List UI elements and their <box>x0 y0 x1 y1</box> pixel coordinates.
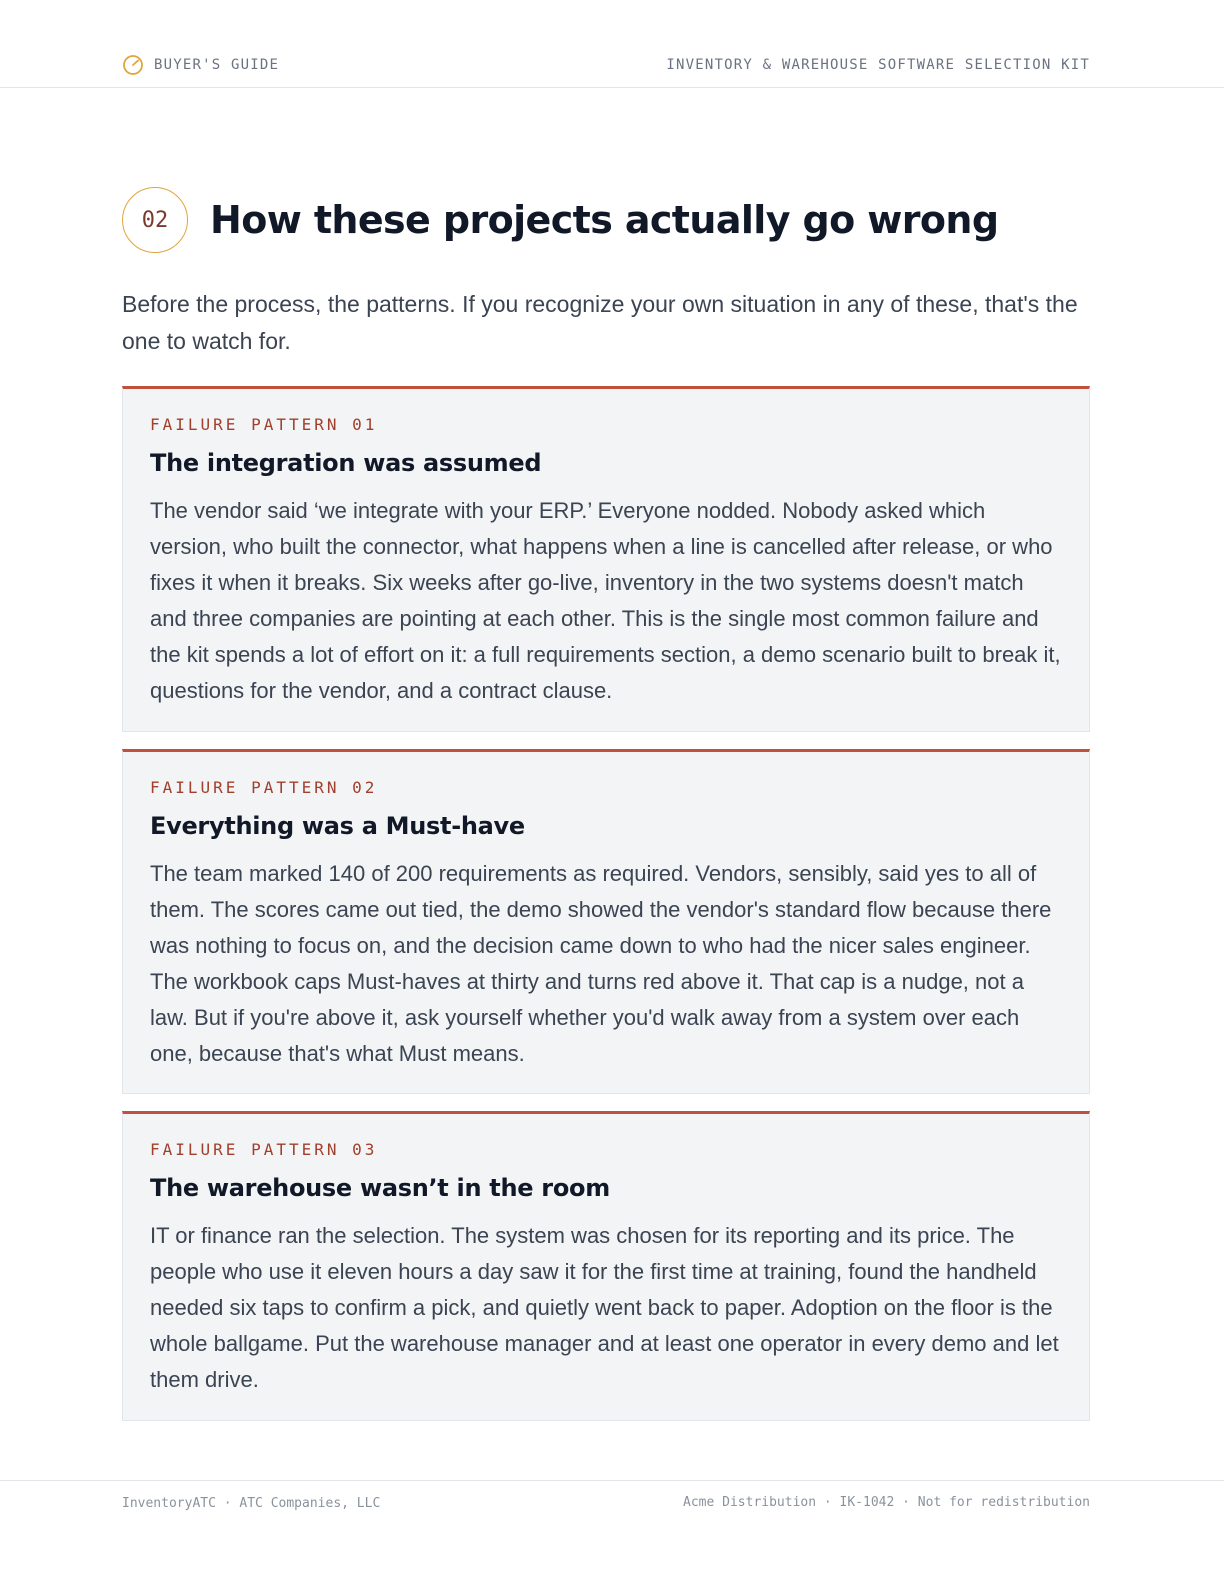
footer-company: InventoryATC · ATC Companies, LLC <box>122 1496 381 1511</box>
pattern-body: The team marked 140 of 200 requirements as required. Vendors, sensibly, said yes to all of them. The scores came out tied, the demo showed the vendor's standard flow because there was nothing to focus on, and the decision came down to who had the nicer sales engineer. The workbook caps Must-haves at thirty and turns red above it. That cap is a nudge, not a law. But if you're above it, ask yourself whether you'd walk away from a system over each one, because that's what Must means. <box>150 861 1052 1066</box>
page-footer <box>0 1480 1224 1584</box>
footer-license: Acme Distribution · IK-1042 · Not for redistribution <box>683 1495 1090 1510</box>
pattern-title: The integration was assumed <box>150 449 542 477</box>
section-number-badge: 02 <box>122 187 188 253</box>
pattern-title: Everything was a Must-have <box>150 812 525 840</box>
pattern-title: The warehouse wasn’t in the room <box>150 1174 610 1202</box>
page-header <box>0 0 1224 88</box>
guide-label-group <box>122 54 279 76</box>
gauge-icon <box>122 54 144 76</box>
failure-pattern-card-03 <box>122 1111 1090 1421</box>
section-title: How these projects actually go wrong <box>210 198 999 242</box>
pattern-body: The vendor said ‘we integrate with your ERP.’ Everyone nodded. Nobody asked which version, who built the connector, what happens when a line is cancelled after release, or who fixes it when it breaks. Six weeks after go-live, inventory in the two systems doesn't match and three companies are pointing at each other. This is the single most common failure and the kit spends a lot of effort on it: a full requirements section, a demo scenario built to break it, questions for the vendor, and a contract clause. <box>150 498 1061 703</box>
section-intro: Before the process, the patterns. If you recognize your own situation in any of these, that's the one to watch for. <box>122 291 1078 354</box>
pattern-kicker: FAILURE PATTERN 02 <box>150 778 378 797</box>
kit-title: INVENTORY & WAREHOUSE SOFTWARE SELECTION KIT <box>666 57 1090 73</box>
pattern-kicker: FAILURE PATTERN 03 <box>150 1140 378 1159</box>
section-heading <box>122 187 998 253</box>
failure-pattern-card-02 <box>122 749 1090 1094</box>
pattern-kicker: FAILURE PATTERN 01 <box>150 415 378 434</box>
guide-label: BUYER'S GUIDE <box>154 57 280 73</box>
pattern-body: IT or finance ran the selection. The system was chosen for its reporting and its price. The people who use it eleven hours a day saw it for the first time at training, found the handheld needed six taps to confirm a pick, and quietly went back to paper. Adoption on the floor is the whole ballgame. Put the warehouse manager and at least one operator in every demo and let them drive. <box>150 1223 1059 1392</box>
failure-pattern-card-01 <box>122 386 1090 732</box>
